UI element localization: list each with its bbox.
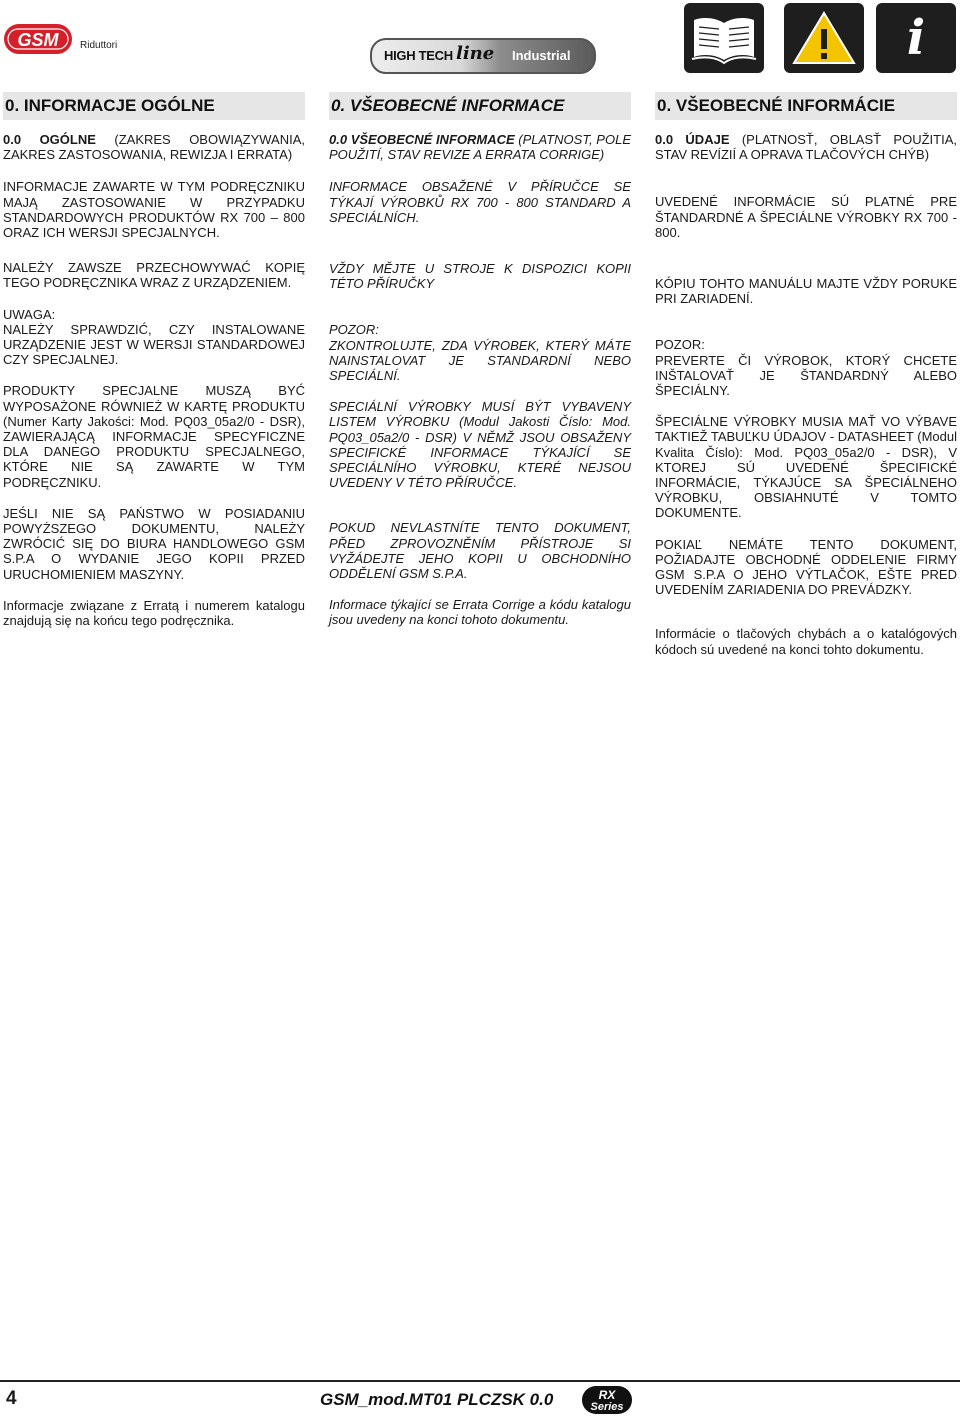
paragraph-errata: Informacje związane z Erratą i numerem katalogu znajdują się na końcu tego podręcznika. [3,597,305,629]
section-title: 0. VŠEOBECNÉ INFORMÁCIE [655,92,957,120]
document-code: GSM_mod.MT01 PLCZSK 0.0 [320,1390,554,1409]
high-tech-line-badge [370,38,596,74]
scope-heading: 0.0 ÚDAJE (PLATNOSŤ, OBLASŤ POUŽITIA, STAV REVÍZIÍ A OPRAVA TLAČOVÝCH CHÝB) [655,132,957,163]
paragraph-special-products: SPECIÁLNÍ VÝROBKY MUSÍ BÝT VYBAVENY LISTEM VÝROBKU (Modul Jakosti Číslo: Mod. PQ03_05a2/0 - DSR) V NĚMŽ JSOU OBSAŽENY SPECIFICKÉ INFORMACE TÝKAJÍCÍ SE SPECIÁLNÍHO VÝROBKU, KTERÉ NEJSOU UVEDENY V TÉTO PŘÍRUČCE. [329,399,631,491]
badge-line: line [456,43,495,64]
paragraph-warning: POZOR: PREVERTE ČI VÝROBOK, KTORÝ CHCETE INŠTALOVAŤ JE ŠTANDARDNÝ ALEBO ŠPECIÁLNY. [655,337,957,399]
paragraph-keep-copy: KÓPIU TOHTO MANUÁLU MAJTE VŽDY PORUKE PRI ZARIADENÍ. [655,276,957,307]
info-icon: i [876,3,956,73]
rx-series-badge: RX Series [582,1386,632,1414]
paragraph-special-products: PRODUKTY SPECJALNE MUSZĄ BYĆ WYPOSAŻONE RÓWNIEŻ W KARTĘ PRODUKTU (Numer Karty Jakości: Mod. PQ03_05a2/0 - DSR), ZAWIERAJĄCĄ INFORMACJE SPECYFICZNE DLA DANEGO PRODUKTU SPECJALNEGO, KTÓRE NIE SĄ ZAWARTE W TYM PODRĘCZNIKU. [3,383,305,490]
scope-heading: 0.0 OGÓLNE (ZAKRES OBOWIĄZYWANIA, ZAKRES ZASTOSOWANIA, REWIZJA I ERRATA) [3,132,305,163]
page-number: 4 [6,1388,17,1409]
paragraph-warning: UWAGA: NALEŻY SPRAWDZIĆ, CZY INSTALOWANE URZĄDZENIE JEST W WERSJI STANDARDOWEJ CZY SPECJALNEJ. [3,306,305,368]
badge-high-tech: HIGH TECH [384,48,453,63]
paragraph-request-copy: JEŚLI NIE SĄ PAŃSTWO W POSIADANIU POWYŻSZEGO DOKUMENTU, NALEŻY ZWRÓCIĆ SIĘ DO BIURA HANDLOWEGO GSM S.P.A O WYDANIE JEGO KOPII PRZED URUCHOMIENIEM MASZYNY. [3,505,305,582]
paragraph-errata: Informace týkající se Errata Corrige a kódu katalogu jsou uvedeny na konci tohoto dokumentu. [329,597,631,628]
logo-subtitle: Riduttori [80,40,118,51]
scope-heading: 0.0 VŠEOBECNÉ INFORMACE (PLATNOST, POLE POUŽITÍ, STAV REVIZE A ERRATA CORRIGE) [329,132,631,163]
page-footer [0,1380,960,1420]
paragraph-keep-copy: VŽDY MĚJTE U STROJE K DISPOZICI KOPII TÉTO PŘÍRUČKY [329,261,631,292]
paragraph-request-copy: POKUD NEVLASTNÍTE TENTO DOKUMENT, PŘED ZPROVOZNĚNÍM PŘÍSTROJE SI VYŽÁDEJTE JEHO KOPII U OBCHODNÍHO ODDĚLENÍ GSM S.P.A. [329,520,631,582]
page-header [0,0,960,80]
column-czech [329,92,631,628]
paragraph-applicability: INFORMACJE ZAWARTE W TYM PODRĘCZNIKU MAJĄ ZASTOSOWANIE W PRZYPADKU STANDARDOWYCH PRODUKTÓW RX 700 – 800 ORAZ ICH WERSJI SPECJALNYCH. [3,179,305,241]
paragraph-applicability: UVEDENÉ INFORMÁCIE SÚ PLATNÉ PRE ŠTANDARDNÉ A ŠPECIÁLNE VÝROBKY RX 700 - 800. [655,194,957,240]
paragraph-applicability: INFORMACE OBSAŽENÉ V PŘÍRUČCE SE TÝKAJÍ VÝROBKŮ RX 700 - 800 STANDARD A SPECIÁLNÍCH. [329,179,631,225]
gsm-logo [4,22,72,56]
paragraph-errata: Informácie o tlačových chybách a o katalógových kódoch sú uvedené na konci tohto dokumentu. [655,626,957,657]
paragraph-request-copy: POKIAĽ NEMÁTE TENTO DOKUMENT, POŽIADAJTE OBCHODNÉ ODDELENIE FIRMY GSM S.P.A O JEHO VÝTLAČOK, EŠTE PRED UVEDENÍM ZARIADENIA DO PREVÁDZKY. [655,536,957,598]
manual-book-icon [684,3,764,73]
svg-text:GSM: GSM [17,30,59,50]
column-polish [3,92,305,628]
footer-divider [0,1380,960,1382]
paragraph-special-products: ŠPECIÁLNE VÝROBKY MUSIA MAŤ VO VÝBAVE TAKTIEŽ TABUĽKU ÚDAJOV - DATASHEET (Modul Kvalita Číslo): Mod. PQ03_05a2/0 - DSR), V KTOREJ SÚ UVEDENÉ ŠPECIFICKÉ INFORMÁCIE, TÝKAJÚCE SA ŠPECIÁLNEHO VÝROBKU, OBSIAHNUTÉ V TOMTO DOKUMENTE. [655,414,957,521]
badge-industrial: Industrial [512,48,571,63]
section-title: 0. INFORMACJE OGÓLNE [3,92,305,120]
section-title: 0. VŠEOBECNÉ INFORMACE [329,92,631,120]
paragraph-warning: POZOR: ZKONTROLUJTE, ZDA VÝROBEK, KTERÝ MÁTE NAINSTALOVAT JE STANDARDNÍ NEBO SPECIÁLNÍ. [329,322,631,384]
paragraph-keep-copy: NALEŻY ZAWSZE PRZECHOWYWAĆ KOPIĘ TEGO PODRĘCZNIKA WRAZ Z URZĄDZENIEM. [3,260,305,291]
warning-triangle-icon [784,3,864,73]
column-slovak [655,92,957,657]
